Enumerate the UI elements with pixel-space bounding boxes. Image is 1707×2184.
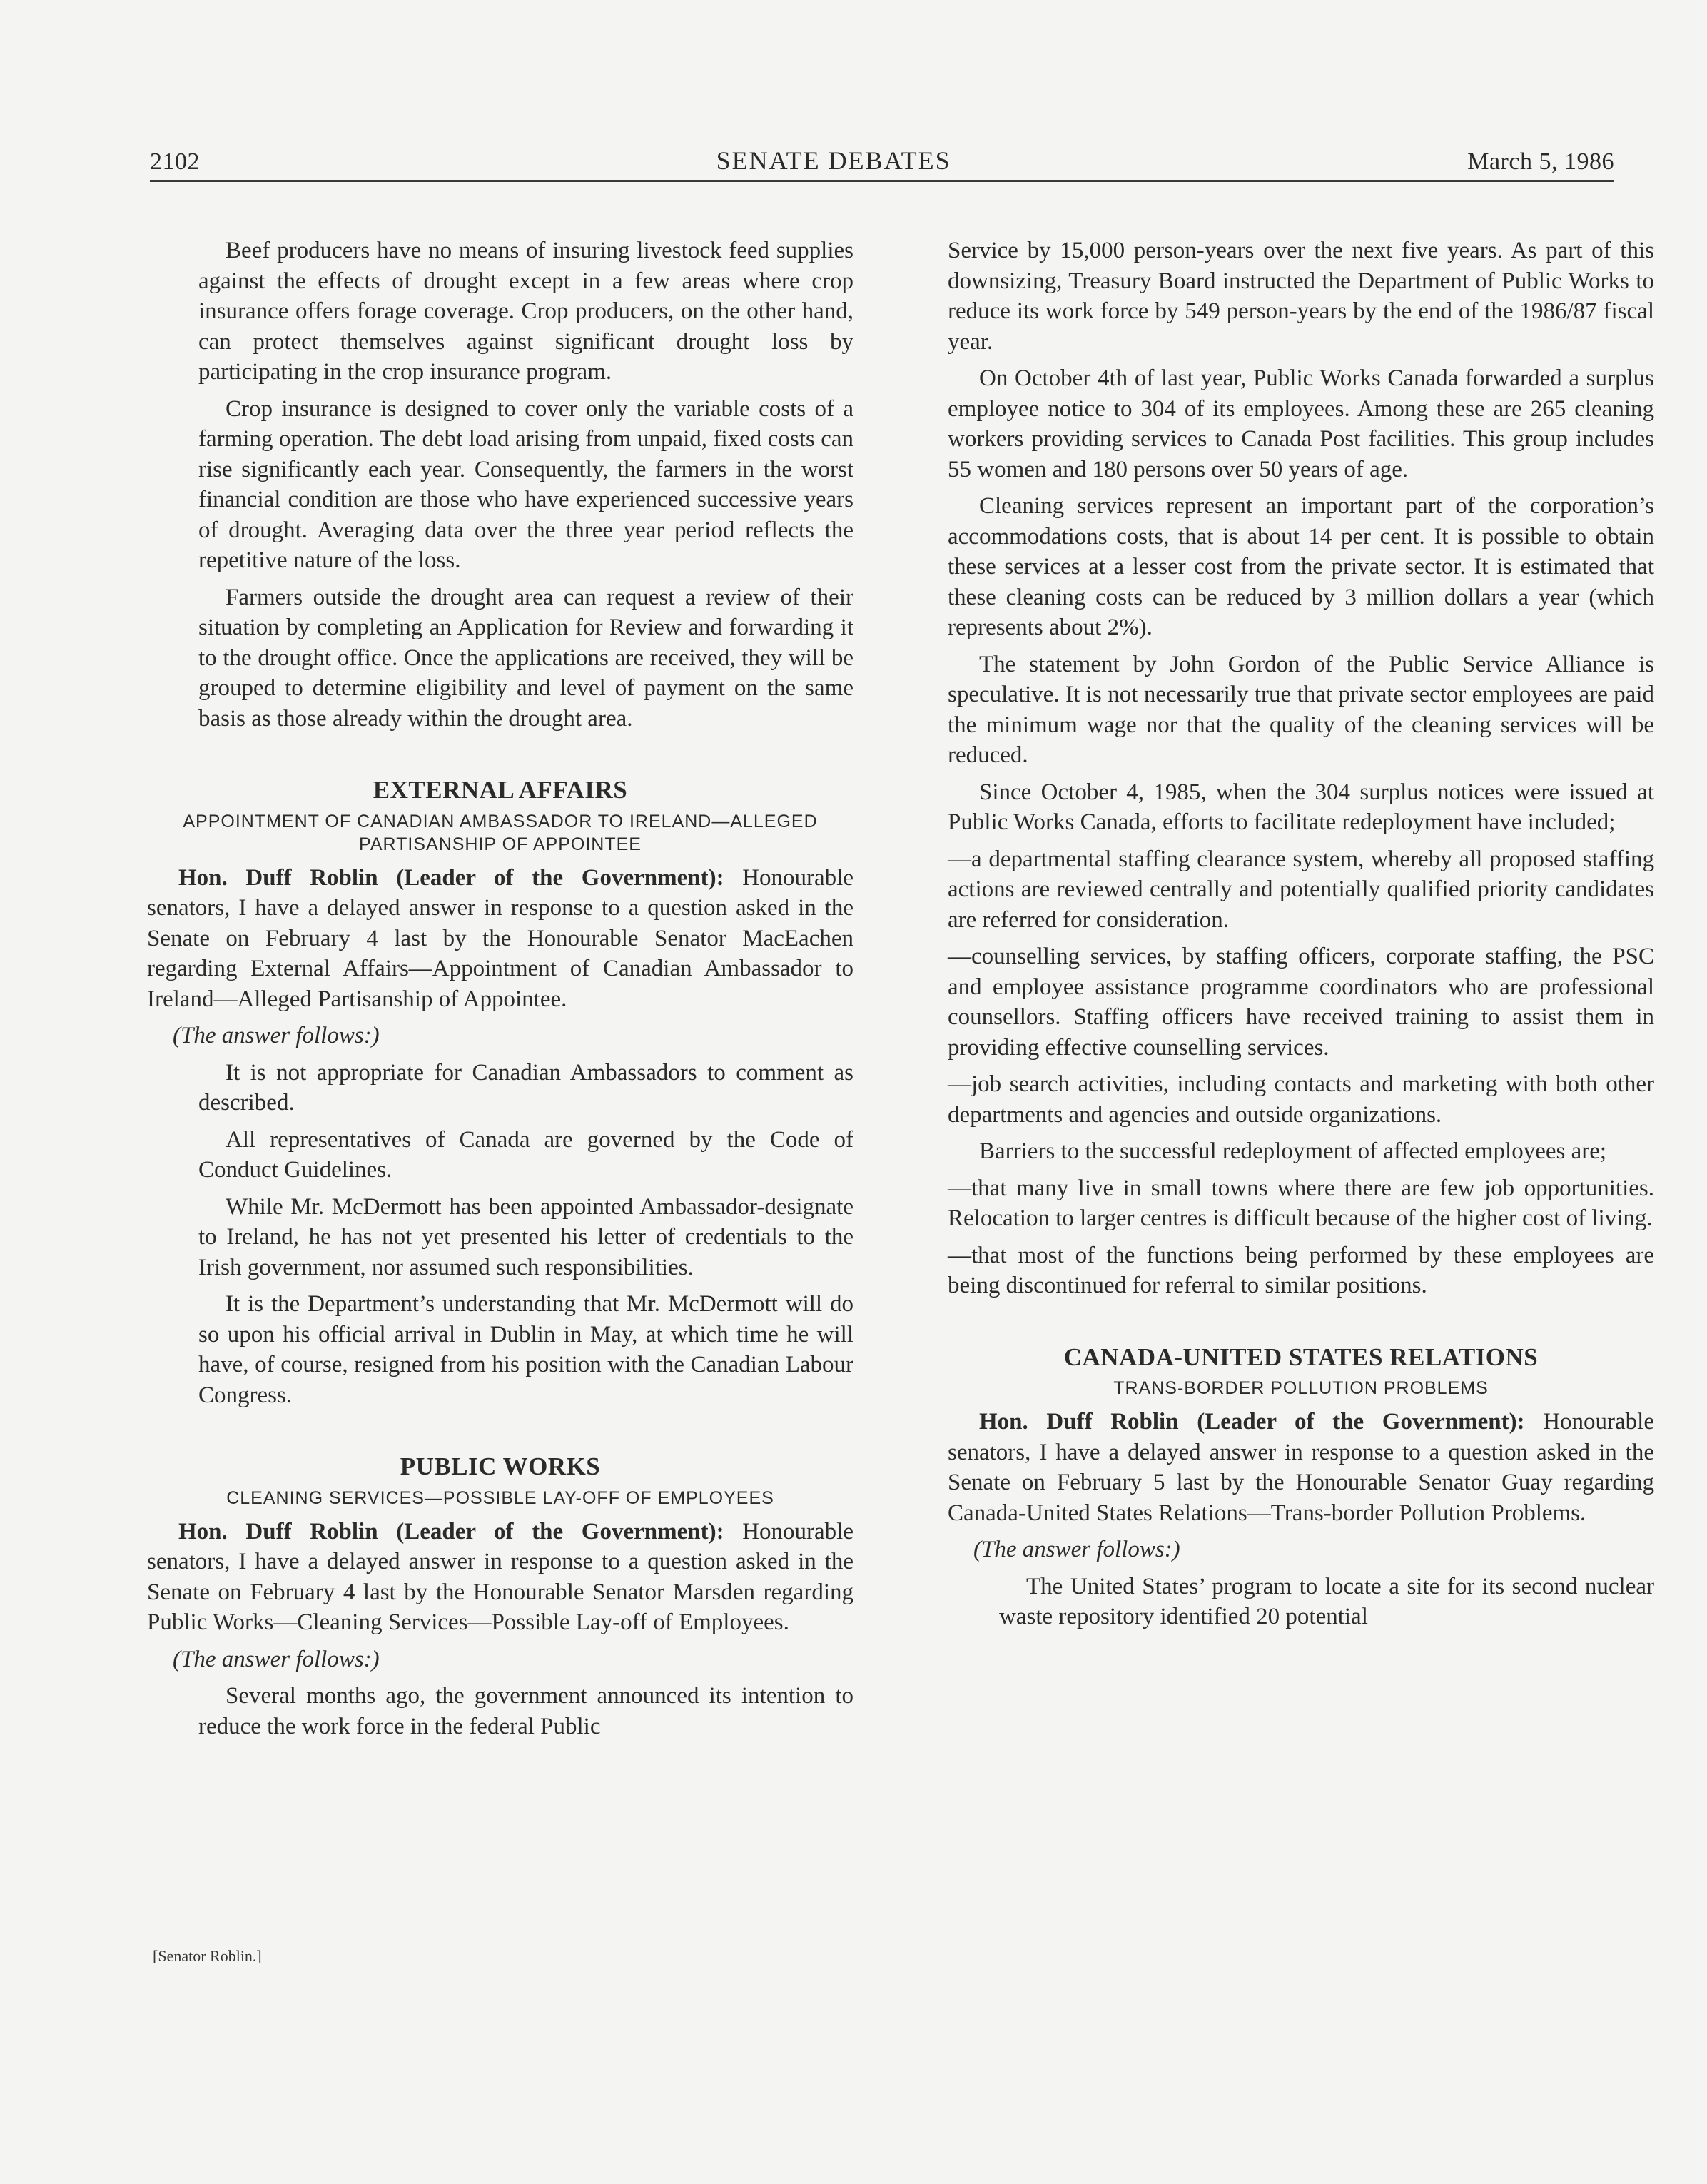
publication-title: SENATE DEBATES: [716, 146, 951, 175]
section-heading-canada-us-relations: CANADA-UNITED STATES RELATIONS: [1063, 1343, 1539, 1371]
paragraph: Service by 15,000 person-years over the next five years. As part of this downsizing, Treasury Board instructed the Department of Public Works to reduce its work force by 549 person-years by the end of the 1986/87 fiscal year.: [948, 238, 1654, 355]
answer-paragraph: Several months ago, the government announced its intention to reduce the work force in the federal Public: [198, 1683, 854, 1739]
answer-paragraph: It is not appropriate for Canadian Ambassadors to comment as described.: [198, 1059, 854, 1116]
answer-paragraph: It is the Department’s understanding that Mr. McDermott will do so upon his official arrival in Dublin in May, at which time he will have, of course, resigned from his position with the Canadian Labour Congress.: [198, 1291, 854, 1408]
section-heading-external-affairs: EXTERNAL AFFAIRS: [373, 776, 628, 804]
speech-text: Honourable senators, I have a delayed answer in response to a question asked in the Senate on February 5 last by the Honourable Senator Guay regarding Canada-United States Relations—Trans-border Pollution Problems.: [948, 1409, 1654, 1526]
paragraph: Crop insurance is designed to cover only the variable costs of a farming operation. The debt load arising from unpaid, fixed costs can rise significantly each year. Consequently, the farmers in the worst financial condition are those who have experienced successive years of drought. Averaging data over the three year period reflects the repetitive nature of the loss.: [198, 395, 854, 573]
paragraph: On October 4th of last year, Public Works Canada forwarded a surplus employee notice to 304 of its employees. Among these are 265 cleaning workers providing services to Canada Post facilities. This group includes 55 women and 180 persons over 50 years of age.: [948, 365, 1654, 482]
list-paragraph: —that most of the functions being performed by these employees are being discontinued for referral to similar positions.: [948, 1242, 1654, 1298]
list-paragraph: —that many live in small towns where there are few job opportunities. Relocation to larger centres is difficult because of the higher cost of living.: [948, 1175, 1654, 1231]
answer-follows: (The answer follows:): [973, 1537, 1180, 1562]
section-subheading: CLEANING SERVICES—POSSIBLE LAY-OFF OF EMPLOYEES: [226, 1487, 774, 1508]
paragraph: Since October 4, 1985, when the 304 surplus notices were issued at Public Works Canada, efforts to facilitate redeployment have included;: [948, 779, 1654, 835]
answer-paragraph: The United States’ program to locate a site for its second nuclear waste repository identified 20 potential: [999, 1573, 1654, 1629]
publication-date: March 5, 1986: [1467, 148, 1614, 175]
list-paragraph: —counselling services, by staffing officers, corporate staffing, the PSC and employee assistance programme coordinators who are professional counsellors. Staffing officers have received training to assist them in providing effective counselling services.: [948, 944, 1654, 1061]
answer-paragraph: All representatives of Canada are governed by the Code of Conduct Guidelines.: [198, 1126, 854, 1183]
speech-paragraph: [147, 1517, 854, 1638]
paragraph: Farmers outside the drought area can request a review of their situation by completing an Application for Review and forwarding it to the drought office. Once the applications are received, they will be grouped to determine eligibility and level of payment on the same basis as those already within the drought area.: [198, 584, 854, 732]
speech-text: Honourable senators, I have a delayed answer in response to a question asked in the Senate on February 4 last by the Honourable Senator MacEachen regarding External Affairs—Appointment of Canadian Ambassador to Ireland—Alleged Partisanship of Appointee.: [147, 864, 854, 1012]
paragraph: Barriers to the successful redeployment of affected employees are;: [979, 1138, 1607, 1164]
paragraph: The statement by John Gordon of the Public Service Alliance is speculative. It is not necessarily true that private sector employees are paid the minimum wage nor that the quality of the cleaning services will be reduced.: [948, 651, 1654, 768]
section-heading-public-works: PUBLIC WORKS: [400, 1452, 601, 1480]
speech-text: Honourable senators, I have a delayed answer in response to a question asked in the Senate on February 4 last by the Honourable Senator Marsden regarding Public Works—Cleaning Services—Possible Lay-off of Employees.: [147, 1518, 854, 1635]
header-rule: [150, 180, 1614, 182]
list-paragraph: —job search activities, including contacts and marketing with both other departments and agencies and outside organizations.: [948, 1071, 1654, 1128]
left-column: [147, 236, 854, 1748]
page-number: 2102: [150, 148, 200, 175]
running-head: [150, 146, 1614, 176]
speaker-name: Hon. Duff Roblin (Leader of the Government):: [979, 1409, 1525, 1435]
speech-paragraph: [147, 863, 854, 1015]
section-subheading: TRANS-BORDER POLLUTION PROBLEMS: [1113, 1378, 1489, 1398]
footer-note: [Senator Roblin.]: [153, 1947, 262, 1965]
right-column: [948, 236, 1654, 1639]
section-subheading: APPOINTMENT OF CANADIAN AMBASSADOR TO IRELAND—ALLEGED PARTISANSHIP OF APPOINTEE: [183, 811, 818, 854]
answer-paragraph: While Mr. McDermott has been appointed Ambassador-designate to Ireland, he has not yet presented his letter of credentials to the Irish government, nor assumed such responsibilities.: [198, 1193, 854, 1280]
speaker-name: Hon. Duff Roblin (Leader of the Government):: [178, 864, 724, 891]
paragraph: Cleaning services represent an important part of the corporation’s accommodations costs, that is about 14 per cent. It is possible to obtain these services at a lesser cost from the private sector. It is estimated that these cleaning costs can be reduced by 3 million dollars a year (which represents about 2%).: [948, 493, 1654, 640]
speech-paragraph: [948, 1407, 1654, 1528]
speaker-name: Hon. Duff Roblin (Leader of the Government):: [178, 1518, 724, 1545]
paragraph: Beef producers have no means of insuring livestock feed supplies against the effects of drought except in a few areas where crop insurance offers forage coverage. Crop producers, on the other hand, can protect themselves against significant drought loss by participating in the crop insurance program.: [198, 238, 854, 385]
answer-follows: (The answer follows:): [173, 1023, 380, 1048]
answer-follows: (The answer follows:): [173, 1646, 380, 1672]
list-paragraph: —a departmental staffing clearance system, whereby all proposed staffing actions are reviewed centrally and potentially qualified priority candidates are referred for consideration.: [948, 846, 1654, 933]
